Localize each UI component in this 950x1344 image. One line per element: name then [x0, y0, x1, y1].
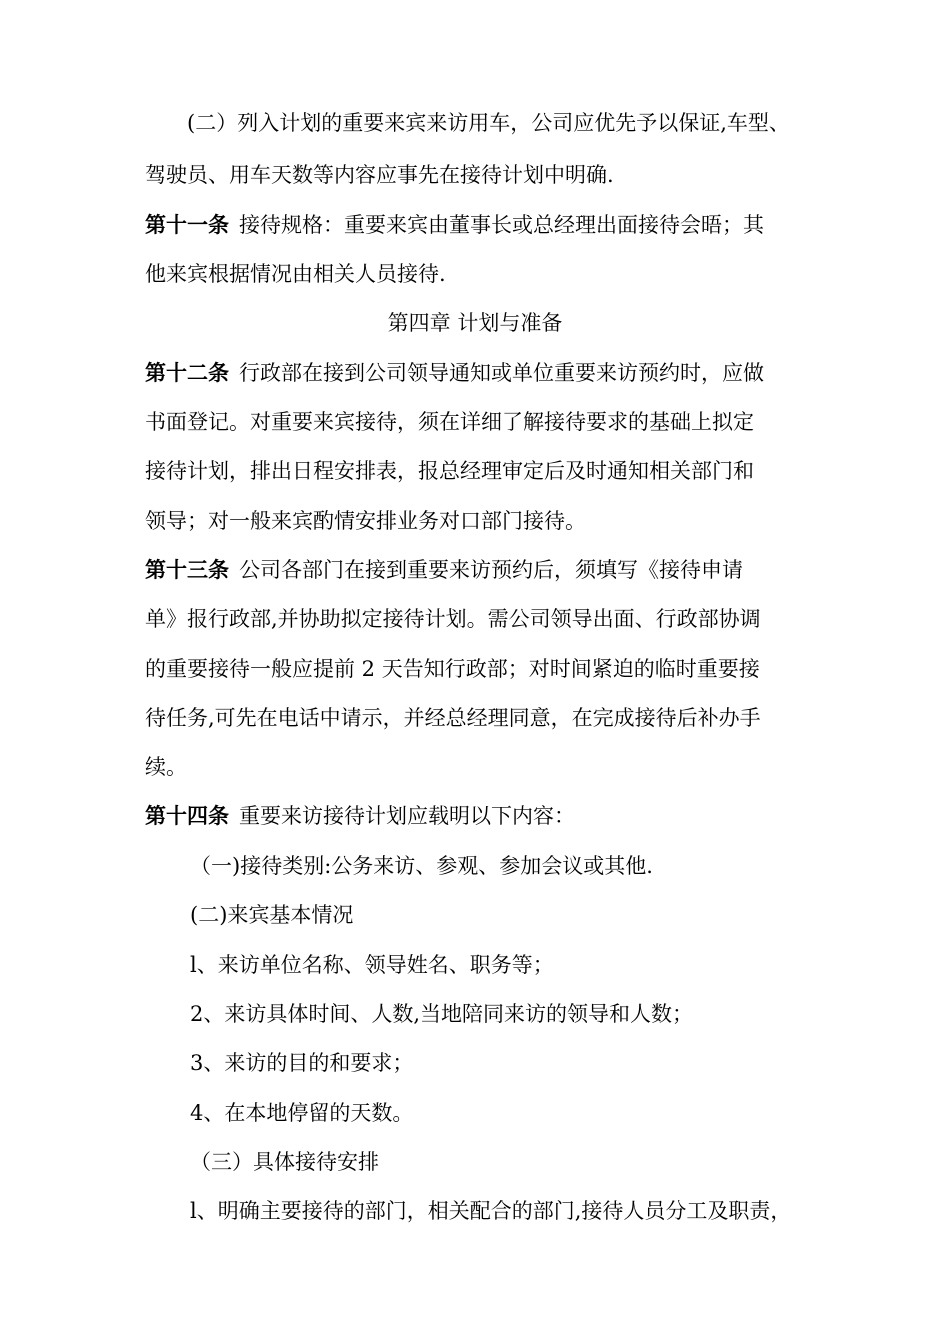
list-item: （一)接待类别:公务来访、参观、参加会议或其他. [190, 854, 653, 878]
article-text: 行政部在接到公司领导通知或单位重要来访预约时，应做 [239, 361, 764, 385]
list-item: （三）具体接待安排 [190, 1150, 379, 1174]
paragraph-line: (二）列入计划的重要来宾来访用车，公司应优先予以保证,车型、 [187, 111, 790, 135]
article-11 [145, 212, 764, 238]
chapter-heading: 第四章 计划与准备 [387, 311, 563, 335]
list-item: 4、在本地停留的天数。 [190, 1101, 414, 1125]
list-item: 3、来访的目的和要求； [190, 1051, 414, 1075]
paragraph-line: 驾驶员、用车天数等内容应事先在接待计划中明确. [145, 163, 614, 187]
article-label: 第十二条 [145, 360, 229, 385]
article-text: 重要来访接待计划应载明以下内容： [239, 804, 575, 828]
paragraph-line: 续。 [145, 755, 187, 779]
list-item: l、明确主要接待的部门，相关配合的部门,接待人员分工及职责， [190, 1199, 792, 1223]
paragraph-line: 待任务,可先在电话中请示，并经总经理同意，在完成接待后补办手 [145, 706, 761, 730]
paragraph-line: 书面登记。对重要来宾接待，须在详细了解接待要求的基础上拟定 [145, 410, 754, 434]
paragraph-line: 领导；对一般来宾酌情安排业务对口部门接待。 [145, 509, 586, 533]
article-label: 第十一条 [145, 212, 229, 237]
list-item: l、来访单位名称、领导姓名、职务等； [190, 953, 554, 977]
paragraph-line: 接待计划，排出日程安排表，报总经理审定后及时通知相关部门和 [145, 459, 754, 483]
paragraph-line: 他来宾根据情况由相关人员接待. [145, 262, 446, 286]
list-item: (二)来宾基本情况 [190, 903, 354, 927]
article-label: 第十三条 [145, 557, 229, 582]
list-item: 2、来访具体时间、人数,当地陪同来访的领导和人数； [190, 1002, 694, 1026]
article-text: 接待规格：重要来宾由董事长或总经理出面接待会晤；其 [239, 213, 764, 237]
article-13 [145, 557, 743, 583]
paragraph-line: 的重要接待一般应提前 2 天告知行政部；对时间紧迫的临时重要接 [145, 657, 760, 681]
article-label: 第十四条 [145, 803, 229, 828]
article-text: 公司各部门在接到重要来访预约后，须填写《接待申请 [239, 558, 743, 582]
article-14 [145, 803, 575, 829]
paragraph-line: 单》报行政部,并协助拟定接待计划。需公司领导出面、行政部协调 [145, 607, 761, 631]
article-12 [145, 360, 764, 386]
